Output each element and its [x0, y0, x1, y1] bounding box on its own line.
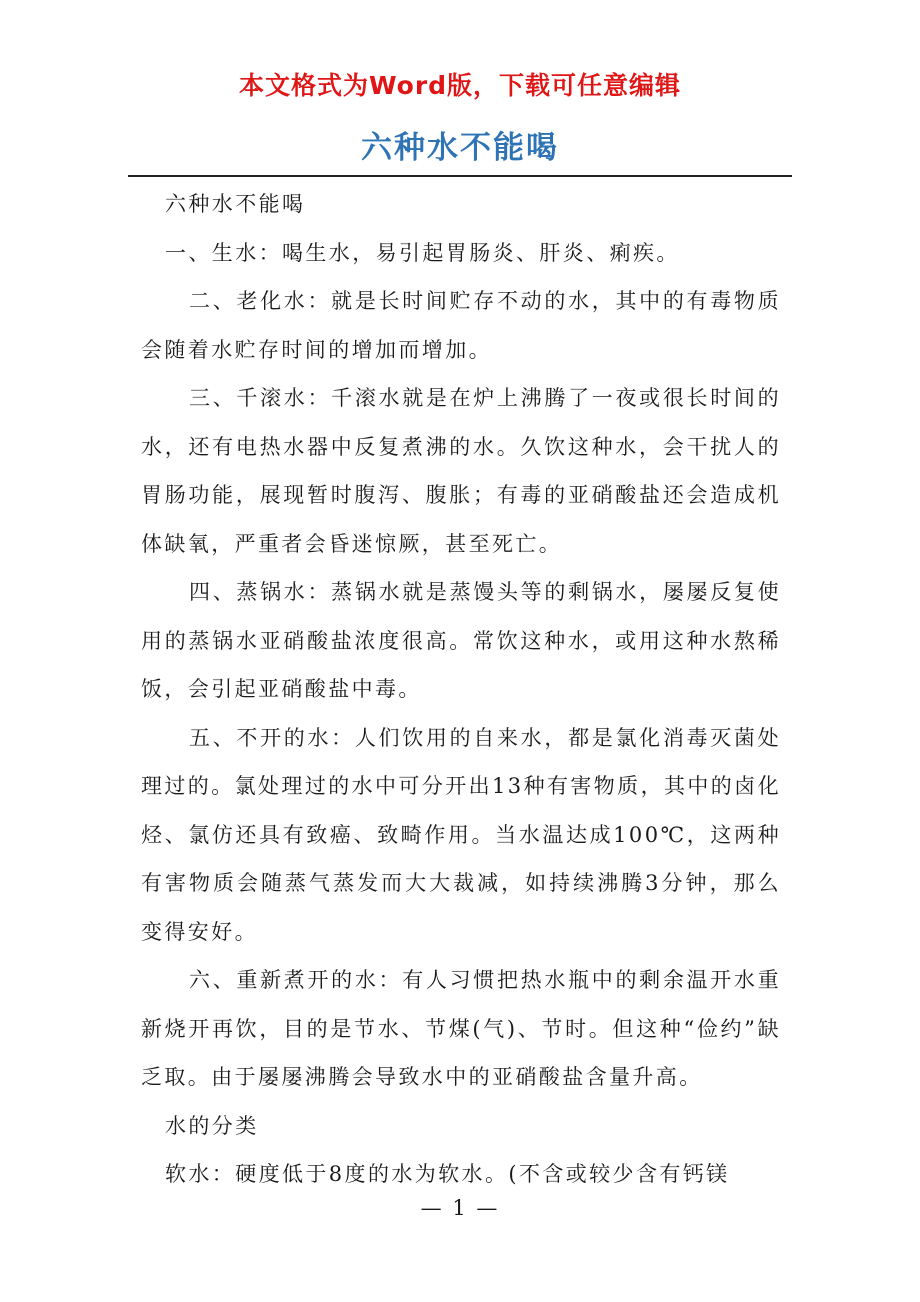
paragraph-repeatedly-boiled-water: 三、千滚水：千滚水就是在炉上沸腾了一夜或很长时间的水，还有电热水器中反复煮沸的水。久饮这种水，会干扰人的胃肠功能，展现暂时腹泻、腹胀；有毒的亚硝酸盐还会造成机体缺氧，严重者会昏迷惊厥，甚至死亡。: [141, 386, 781, 556]
title-divider: [128, 175, 792, 177]
body-heading: 六种水不能喝: [165, 192, 306, 216]
document-title: 六种水不能喝: [361, 130, 559, 166]
document-body: [141, 180, 781, 1199]
paragraph-unboiled-water: 五、不开的水：人们饮用的自来水，都是氯化消毒灭菌处理过的。氯处理过的水中可分开出13种有害物质，其中的卤化烃、氯仿还具有致癌、致畸作用。当水温达成100℃，这两种有害物质会随蒸气蒸发而大大裁减，如持续沸腾3分钟，那么变得安好。: [141, 725, 781, 944]
paragraph-steamer-water: 四、蒸锅水：蒸锅水就是蒸馒头等的剩锅水，屡屡反复使用的蒸锅水亚硝酸盐浓度很高。常饮这种水，或用这种水熬稀饭，会引起亚硝酸盐中毒。: [141, 580, 781, 701]
page-number: — 1 —: [420, 1196, 500, 1220]
paragraph-aged-water: 二、老化水：就是长时间贮存不动的水，其中的有毒物质会随着水贮存时间的增加而增加。: [141, 289, 781, 362]
format-notice-banner: 本文格式为Word版，下载可任意编辑: [238, 71, 682, 100]
section-heading-water-types: 水的分类: [165, 1113, 259, 1138]
paragraph-reboiled-water: 六、重新煮开的水：有人习惯把热水瓶中的剩余温开水重新烧开再饮，目的是节水、节煤(气)、节时。但这种“俭约”缺乏取。由于屡屡沸腾会导致水中的亚硝酸盐含量升高。: [141, 968, 781, 1089]
paragraph-raw-water: 一、生水：喝生水，易引起胃肠炎、肝炎、痢疾。: [165, 240, 680, 265]
paragraph-soft-water: 软水：硬度低于8度的水为软水。(不含或较少含有钙镁: [165, 1162, 730, 1186]
